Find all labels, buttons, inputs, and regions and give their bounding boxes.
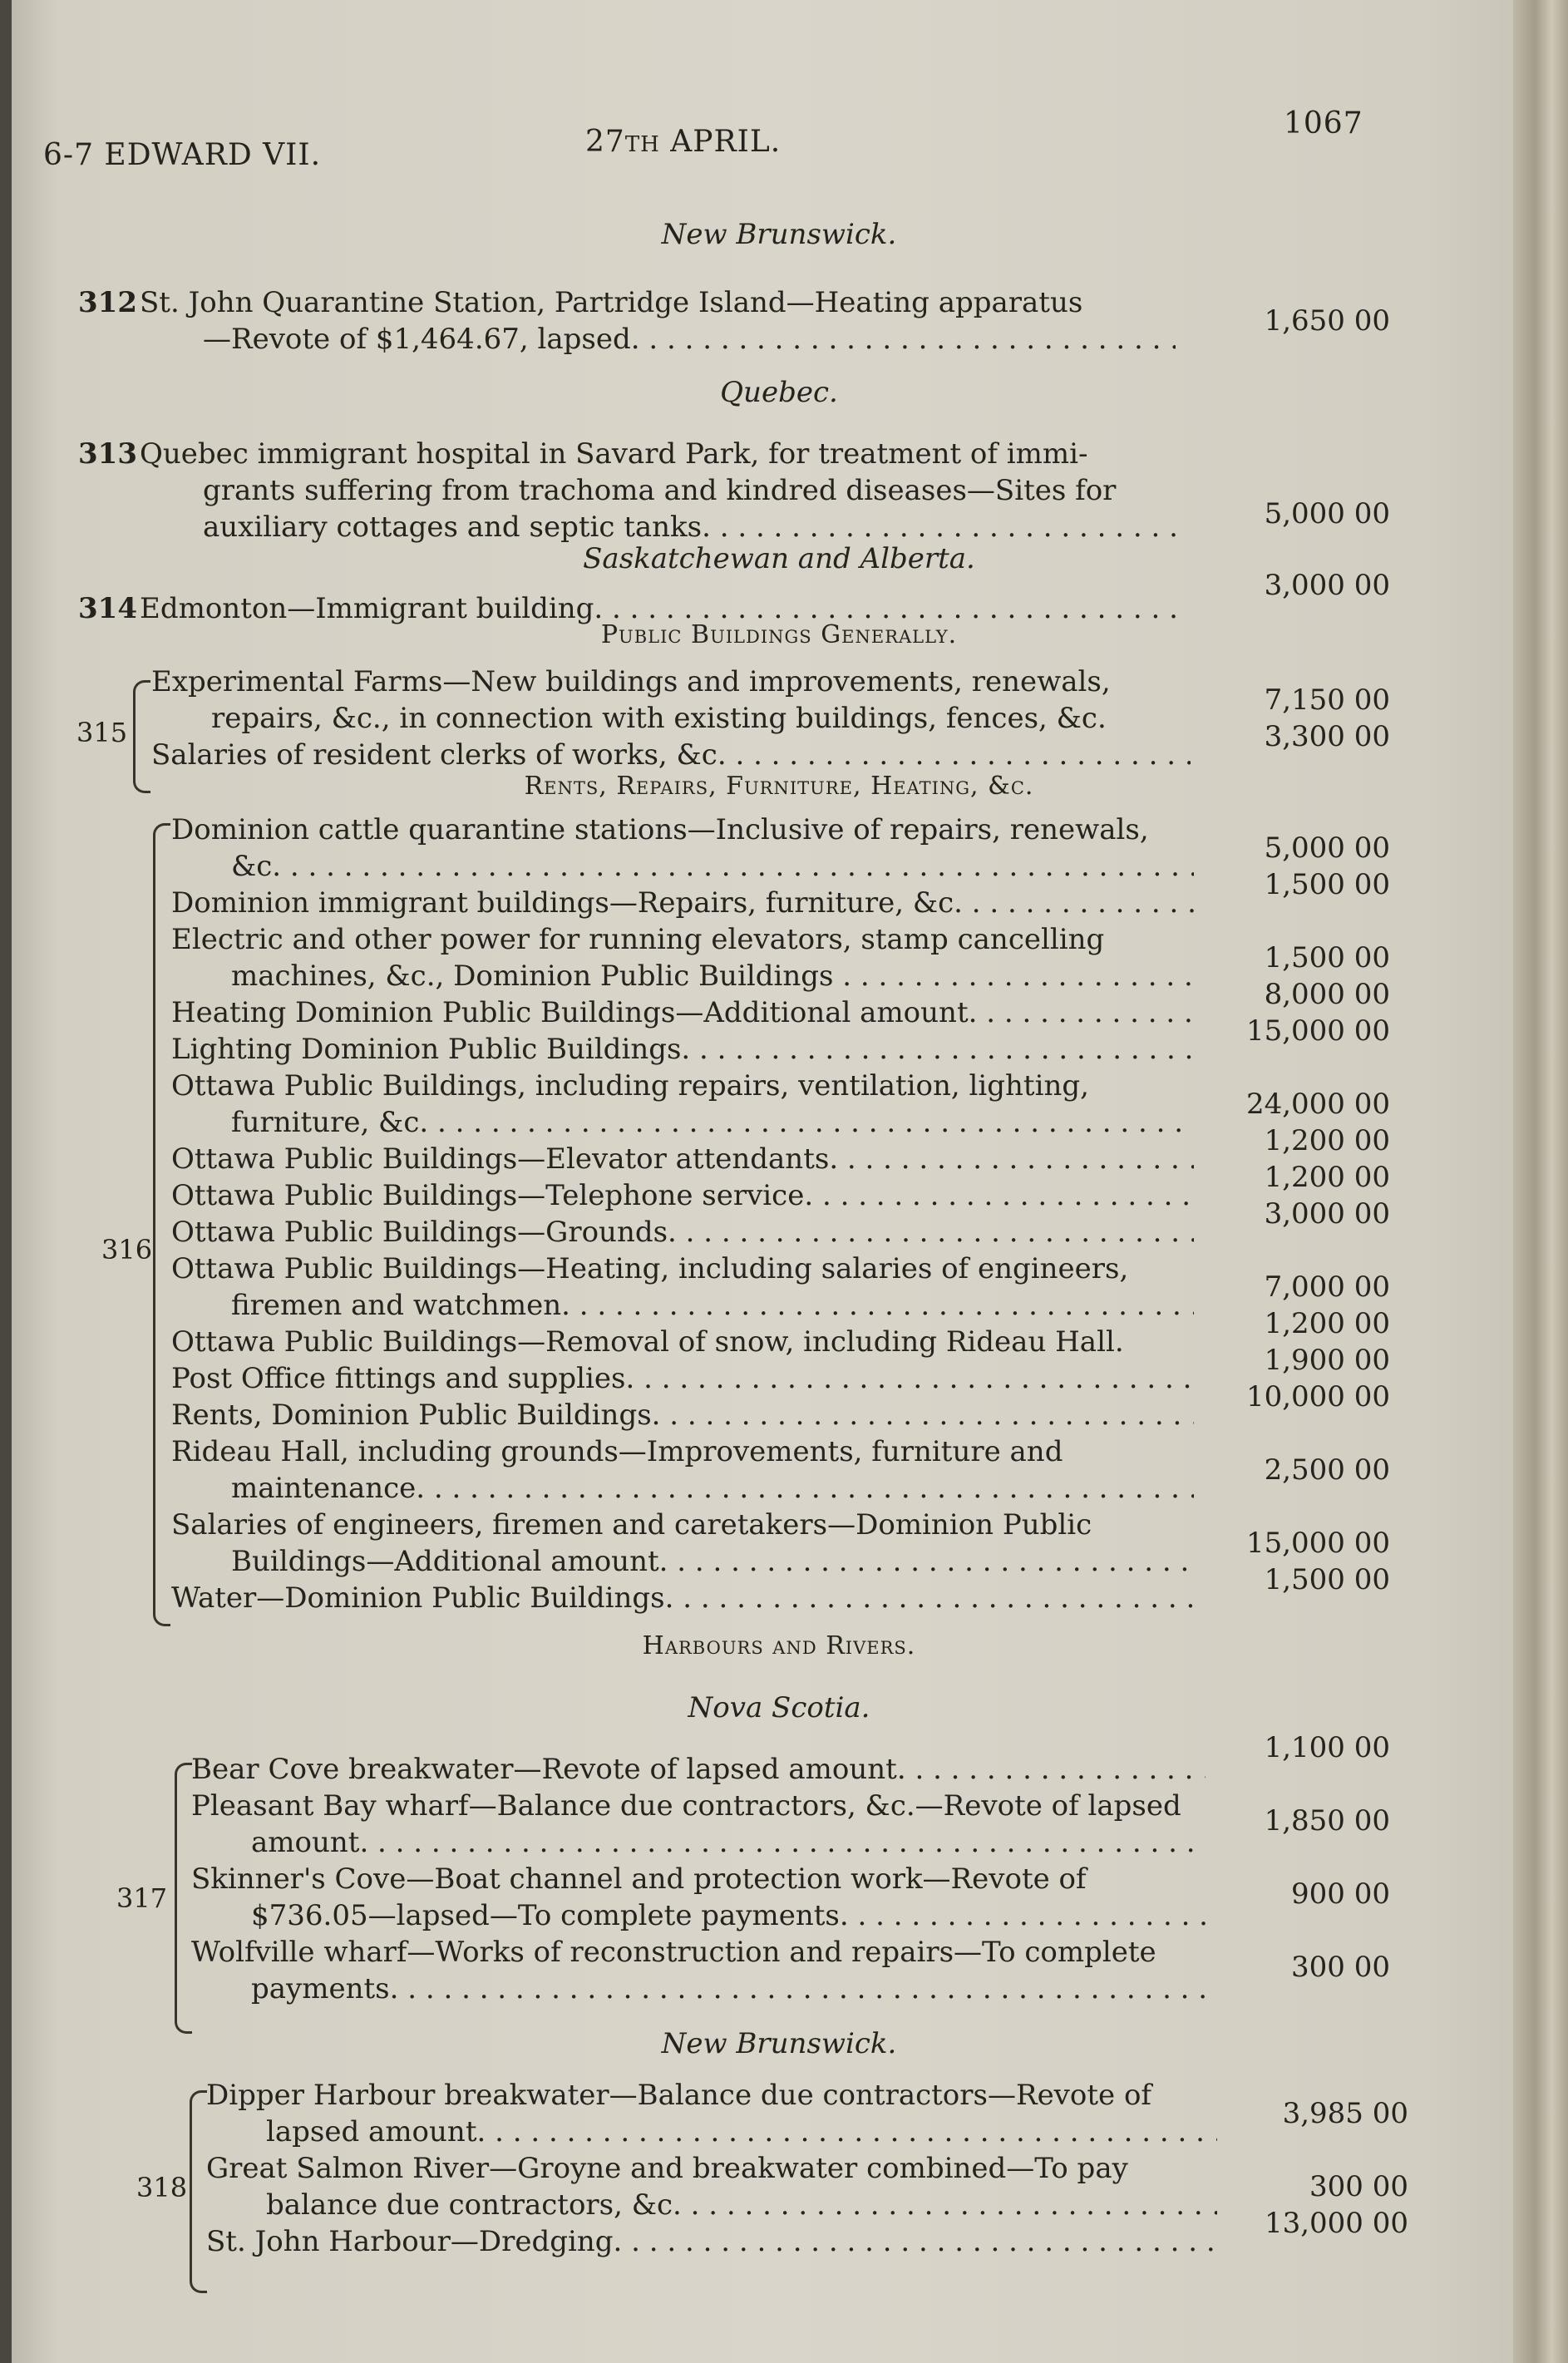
brace-317 <box>175 1763 192 2034</box>
running-head-date: 27TH APRIL. <box>585 125 782 159</box>
document-page: 6-7 EDWARD VII. 27TH APRIL. 1067 New Brunswick. 312St. John Quarantine Station, Partridge Island—Heating apparatus —Revote of $1,464.67, lapsed. . . . 1,650 00 Quebec. 313Quebec immigrant hospital in Savard Park, for treatment of immi- grants suffering from trachoma and kindred diseases—Sites for auxiliary cottages and septic tanks. . . . 5,000 00 Saskatchewan and Alberta. 314Edmonton—Immigrant building. . . . 3,000 00 Public Buildings Generally. 315 Experimental Farms—New buildings and improvements, renewals, repairs, &c., in connection with existing buildings, fences, &c. Salaries of resident clerks of works, &c. . . . 7,150 00 3,300 00 Rents, Repairs, Furniture, Heating, &c. 316 Dominion cattle quarantine stations—Inclusive of repairs, renewals, &c. . . . Dominion immigrant buildings—Repairs, furniture, &c. . . . Electric and other power for running elevators, stamp cancelling machines, &c., Dominion Public Buildings . . . Heating Dominion Public Buildings—Additional amount. . . . Lighting Dominion Public Buildings. . . . Ottawa Public Buildings, including repairs, ventilation, lighting, furniture, &c. . . . Ottawa Public Buildings—Elevator attendants. . . . Ottawa Public Buildings—Telephone service. . . . Ottawa Public Buildings—Grounds. . . . Ottawa Public Buildings—Heating, including salaries of engineers, firemen and watchmen. . . . Ottawa Public Buildings—Removal of snow, including Rideau Hall. Post Office fittings and supplies. . . . Rents, Dominion Public Buildings. . . . Rideau Hall, including grounds—Improvements, furniture and maintenance. . . . Salaries of engineers, firemen and caretakers—Dominion Public Buildings—Additional amount. . . . Water—Dominion Public Buildings. . . . 5,000 00 1,500 00 1,500 00 8,000 00 15,000 00 24,000 00 1,200 00 1,200 00 3,000 00 7,000 00 1,200 00 1,900 00 10,000 00 2,500 00 15,000 00 1,500 00 Harbours and Rivers. Nova Scotia. 317 Bear Cove breakwater—Revote of lapsed amount. . . . Pleasant Bay wharf—Balance due contractors, &c.—Revote of lapsed amount. . . . Skinner's Cove—Boat channel and protection work—Revote of $736.05—lapsed—To complete payments. . . . Wolfville wharf—Works of reconstruction and repairs—To complete payments. . . . 1,100 00 1,850 00 900 00 300 00 New Brunswick. 318 Dipper Harbour breakwater—Balance due contractors—Revote of lapsed amount. . . . Great Salmon River—Groyne and breakwater combined—To pay balance due contractors, &c. . . . St. John Harbour—Dredging. . . . 3,985 00 300 00 13,000 00 <box>12 0 1546 2363</box>
section-rents: Rents, Repairs, Furniture, Heating, &c. <box>524 772 1034 801</box>
section-new-brunswick-2: New Brunswick. <box>661 2027 897 2060</box>
section-harbours: Harbours and Rivers. <box>642 1631 916 1660</box>
section-saskatchewan: Saskatchewan and Alberta. <box>583 542 975 575</box>
book-spine <box>1513 0 1568 2363</box>
section-new-brunswick: New Brunswick. <box>661 218 897 251</box>
amount-312: 1,650 00 <box>1264 304 1390 338</box>
section-public-buildings: Public Buildings Generally. <box>600 620 958 649</box>
running-head-left: 6-7 EDWARD VII. <box>43 138 322 172</box>
section-nova-scotia: Nova Scotia. <box>688 1691 870 1724</box>
section-quebec: Quebec. <box>720 376 838 409</box>
page-number: 1067 <box>1284 106 1363 141</box>
brace-316 <box>153 823 170 1626</box>
entry-314: 314Edmonton—Immigrant building. . . . <box>78 590 1176 627</box>
entry-312: 312St. John Quarantine Station, Partridge Island—Heating apparatus —Revote of $1,464.67, lapsed. . . . <box>78 284 1176 358</box>
amount-314: 3,000 00 <box>1264 569 1390 602</box>
amount-313: 5,000 00 <box>1264 497 1390 530</box>
brace-318 <box>190 2090 207 2293</box>
entry-313: 313Quebec immigrant hospital in Savard Park, for treatment of immi- grants suffering from trachoma and kindred diseases—Sites for auxiliary cottages and septic tanks. . . . <box>78 436 1176 545</box>
